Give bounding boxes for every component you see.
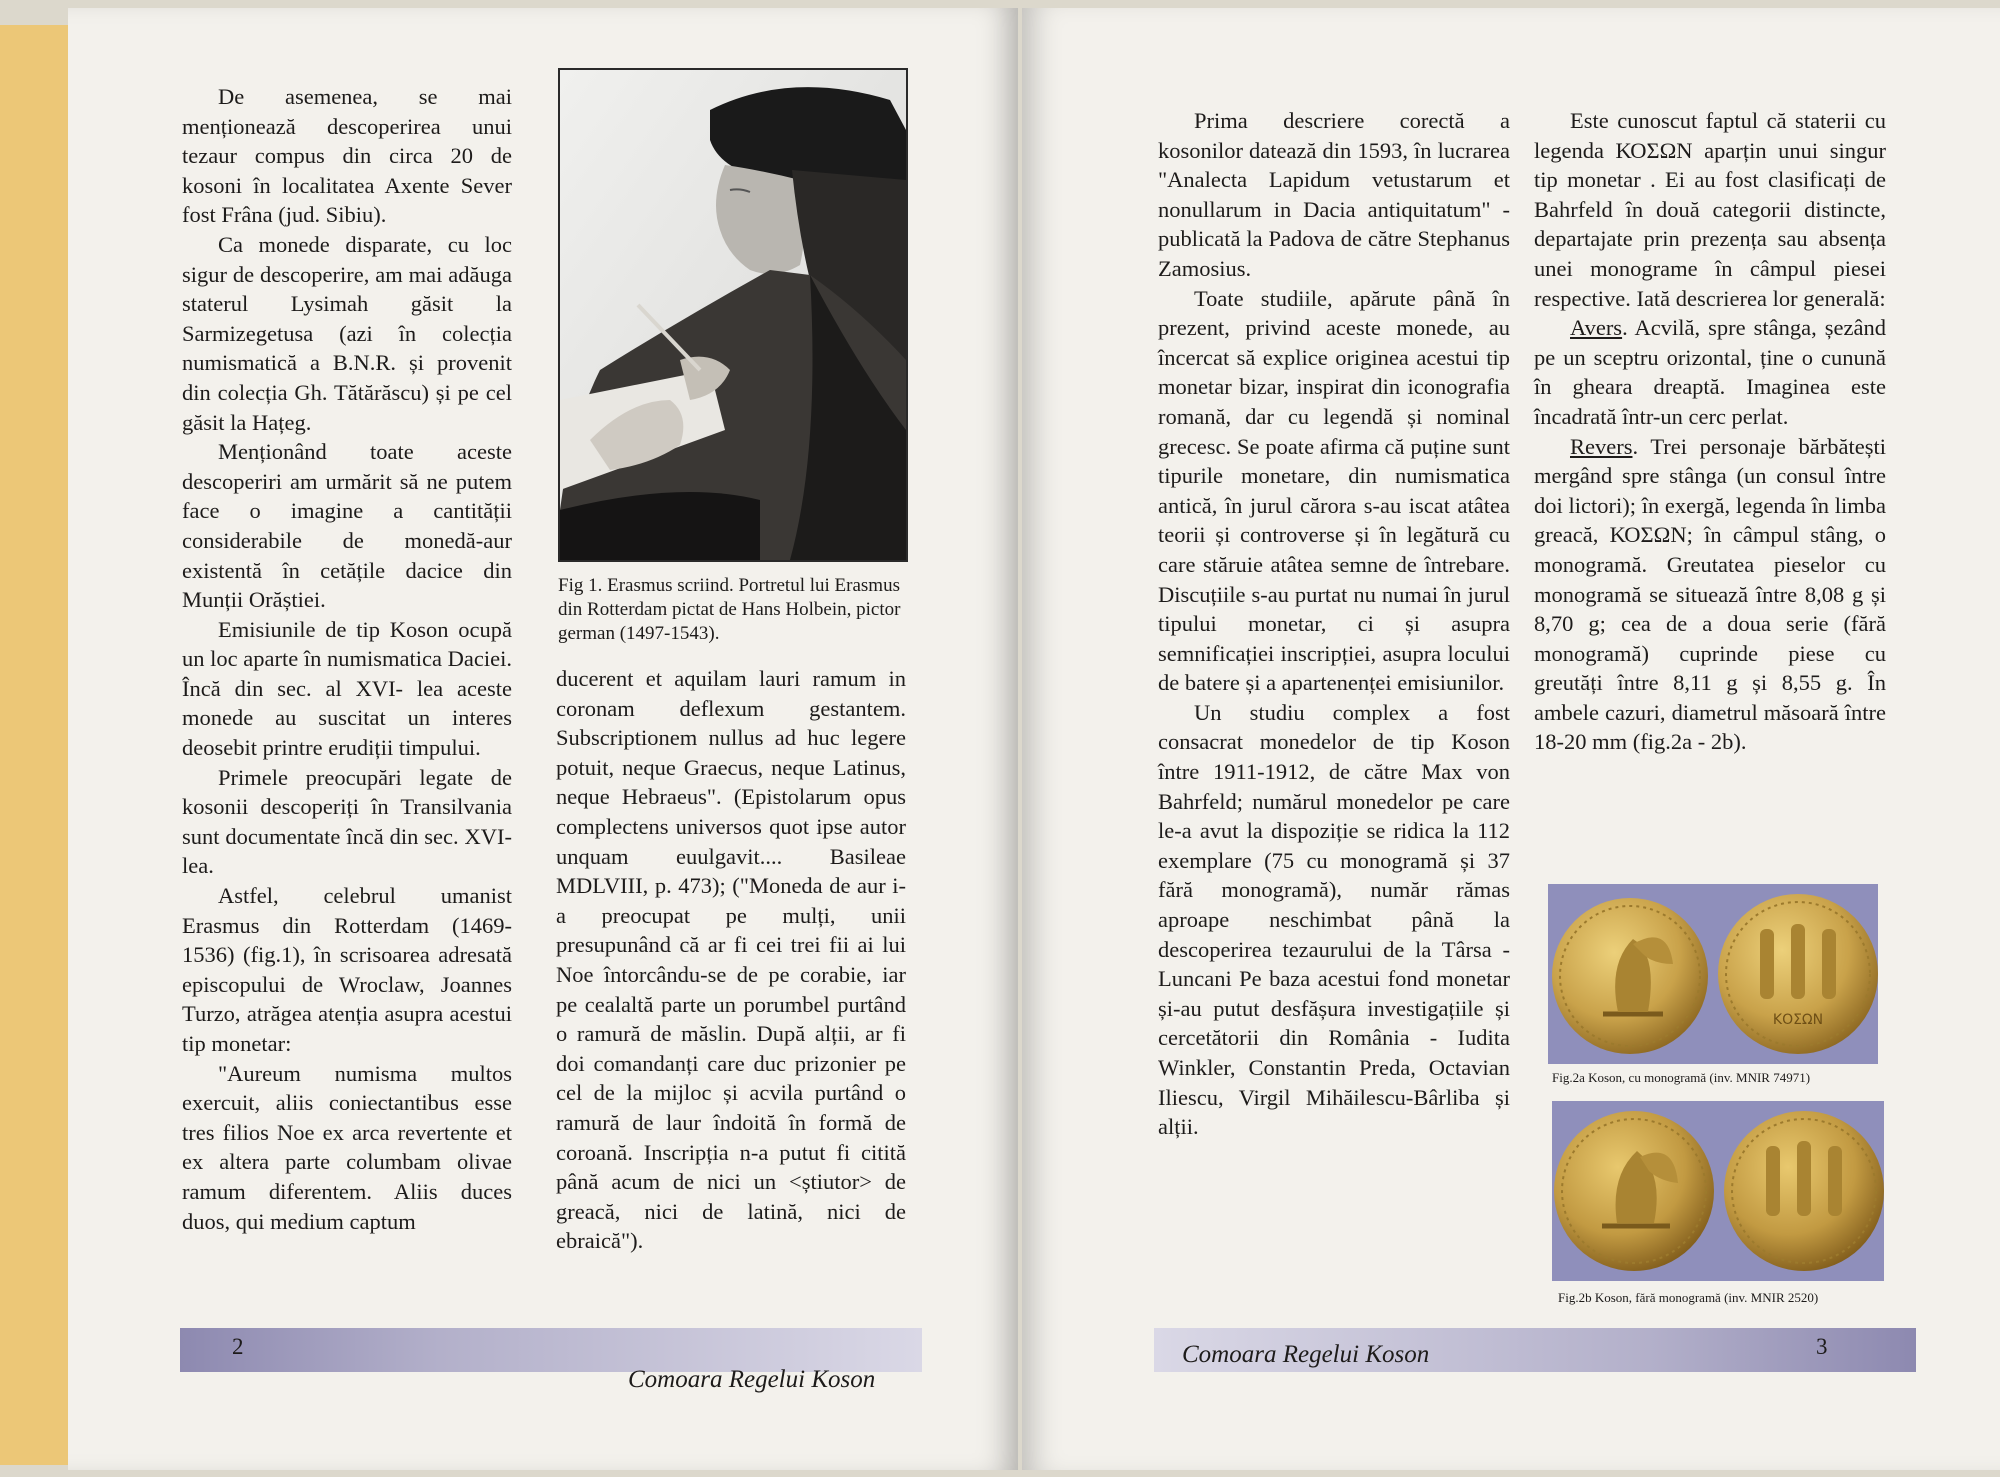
page-number-right: 3: [1816, 1334, 1828, 1359]
paragraph: Astfel, celebrul umanist Erasmus din Rotterdam (1469-1536) (fig.1), în scrisoarea adresată episcopului de Wroclaw, Joannes Turzo, atrăgea atenția asupra acestui tip monetar:: [182, 883, 512, 1056]
figure-2b-caption: Fig.2b Koson, fără monogramă (inv. MNIR 2520): [1558, 1290, 1819, 1305]
left-column-2: [556, 664, 906, 1256]
paragraph: Primele preocupări legate de kosonii descoperiți în Transilvania sunt documentate încă din sec. XVI-lea.: [182, 764, 512, 879]
erasmus-portrait-image: [558, 68, 908, 562]
running-title-left: Comoara Regelui Koson: [628, 1366, 876, 1393]
erasmus-portrait-drawing: [560, 70, 906, 560]
left-column-1: [182, 82, 512, 1236]
avers-text: . Acvilă, spre stânga, șezând pe un sceptru orizontal, ține o cunună în gheara dreaptă. Imaginea este încadrată într-un cerc perlat.: [1534, 315, 1886, 429]
avers-label: Avers: [1570, 315, 1623, 341]
koson-coins-without-monogram: [1552, 1101, 1884, 1281]
paragraph: Prima descriere corectă a kosonilor datează din 1593, în lucrarea "Analecta Lapidum vetustarum et nonullarum in Dacia antiquitatum" - publicată la Padova de către Stephanus Zamosius.: [1158, 108, 1510, 281]
paragraph: ducerent et aquilam lauri ramum in coronam deflexum gestantem. Subscriptionem nullus ad huc legere potuit, neque Graecus, neque Latinus, neque Hebraeus". (Epistolarum opus complectens universos quot ipse autor unquam euulgavit.... Basileae MDLVIII, p. 473); ("Moneda de aur i-a preocupat pe mulți, unii presupunând că ar fi cei trei fii ai lui Noe întorcându-se de pe corabie, iar pe cealaltă parte un porumbel purtând o ramură de măslin. După alții, ar fi doi comandanți care duc prizonier pe cel de la mijloc și acvila purtând o ramură de laur îndoită în formă de coroană. Inscripția n-a putut fi citită până acum de nici un <știutor> de greacă, nici de latină, nici de ebraică").: [556, 666, 906, 1254]
page-number-left: 2: [232, 1334, 244, 1359]
figure-1-caption: Fig 1. Erasmus scriind. Portretul lui Erasmus din Rotterdam pictat de Hans Holbein, pictor german (1497-1543).: [558, 575, 901, 644]
figure-2a-coins-image: [1548, 884, 1878, 1064]
paragraph: Menționând toate aceste descoperiri am urmărit să ne putem face o imagine a cantității considerabile de monedă-aur existentă în cetățile dacice din Munții Orăștiei.: [182, 439, 512, 613]
figure-2b-coins-image: [1552, 1101, 1884, 1281]
paragraph: "Aureum numisma multos exercuit, aliis coniectantibus esse tres filios Noe ex arca revertente et ex altera parte columbam olivae ramum diferentem. Aliis duces duos, qui medium captum: [182, 1060, 512, 1234]
koson-coins-with-monogram: [1548, 884, 1878, 1064]
paragraph: Toate studiile, apărute până în prezent, privind aceste monede, au încercat să explice originea acestui tip monetar bizar, inspirat din iconografia romană, dar cu legendă și nominal grecesc. Se poate afirma că puține sunt tipurile monetare, din numismatica antică, în jurul cărora s-au iscat atâtea teorii și controverse și în legătură cu care stăruie atâtea semne de întrebare. Discuțiile s-au purtat nu numai în jurul tipului monetar, ci și asupra semnificației inscripției, asupra locului de batere și a apartenenței emisiunilor.: [1158, 285, 1510, 696]
coin-legend-2a: ΚΟΣΩΝ: [1772, 1012, 1824, 1028]
revers-text: . Trei personaje bărbătești mergând spre stânga (un consul între doi lictori); în exergă, legenda în limba greacă, ΚΟΣΩΝ; în câmpul stâng, o monogramă. Greutatea pieselor cu monogramă se situează între 8,08 g și 8,70 g; cea de a doua serie (fără monogramă) cuprinde piese cu greutăți între 8,11 g și 8,55 g. În ambele cazuri, diametrul măsoară între 18-20 mm (fig.2a - 2b).: [1534, 433, 1886, 755]
running-title-right: Comoara Regelui Koson: [1182, 1341, 1430, 1368]
right-column-1: [1158, 106, 1510, 1142]
revers-label: Revers: [1570, 433, 1633, 459]
paragraph-revers: [1534, 432, 1886, 758]
paragraph: Este cunoscut faptul că staterii cu legenda ΚΟΣΩΝ aparțin unui singur tip monetar . Ei au fost clasificați de Bahrfeld în două categorii distincte, departajate prin prezența sau absența unei monograme în câmpul piesei respective. Iată descrierea lor generală:: [1534, 108, 1886, 311]
paragraph: Un studiu complex a fost consacrat monedelor de tip Koson între 1911-1912, de către Max von Bahrfeld; numărul monedelor pe care le-a avut la dispoziție se ridica la 112 exemplare (75 cu monogramă și 37 fără monogramă), număr rămas aproape neschimbat până la descoperirea tezaurului de la Târsa - Luncani Pe baza acestui fond monetar și-au putut desfășura investigațiile și cercetătorii din România - Iudita Winkler, Constantin Preda, Octavian Iliescu, Virgil Mihăilescu-Bârliba și alții.: [1158, 699, 1510, 1140]
right-page: [1022, 8, 2000, 1470]
paragraph: De asemenea, se mai menționează descoperirea unui tezaur compus din circa 20 de kosoni în localitatea Axente Sever fost Frâna (jud. Sibiu).: [182, 84, 512, 228]
figure-2a-caption: Fig.2a Koson, cu monogramă (inv. MNIR 74971): [1552, 1070, 1811, 1085]
paragraph: Ca monede disparate, cu loc sigur de descoperire, am mai adăuga staterul Lysimah găsit la Sarmizegetusa (azi în colecția numismatică a B.N.R. și provenit din colecția Gh. Tătărăscu) și pe cel găsit la Hațeg.: [182, 231, 512, 435]
right-column-2: [1534, 106, 1886, 757]
paragraph-avers: [1534, 313, 1886, 431]
left-page: [68, 8, 1018, 1470]
paragraph: Emisiunile de tip Koson ocupă un loc aparte în numismatica Daciei. Încă din sec. al XVI- lea aceste monede au suscitat un interes deosebit printre erudiții timpului.: [182, 616, 512, 761]
